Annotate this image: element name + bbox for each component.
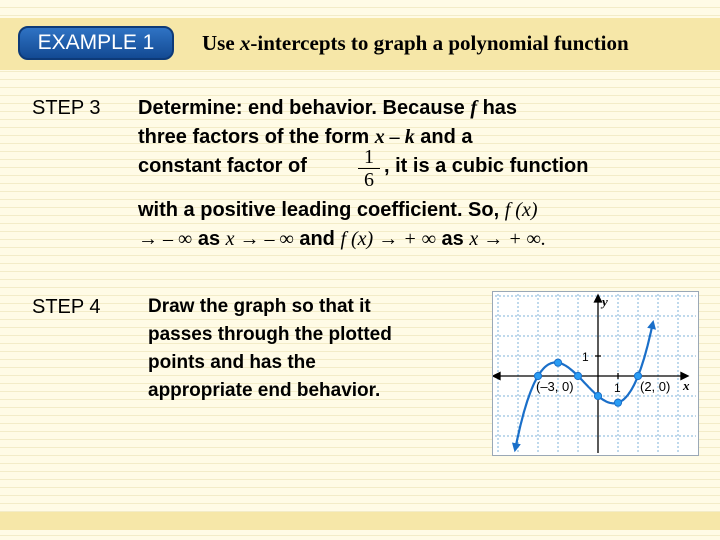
page-title (202, 31, 712, 56)
step3-line-5 (138, 228, 546, 251)
x-to-neg-inf: x → – ∞ (225, 228, 294, 250)
step3-label: STEP 3 (32, 97, 101, 119)
title-prefix: Use (202, 31, 240, 55)
axes (493, 295, 688, 453)
step3-line-3a: constant factor of (138, 155, 307, 177)
as-word-1: as (192, 228, 226, 250)
x-to-pos-inf: x → + ∞. (469, 228, 546, 250)
y-axis-label: y (602, 294, 608, 309)
step3-line2-text-a: three factors of the form (138, 126, 375, 148)
example-badge: EXAMPLE 1 (18, 26, 174, 60)
footer-band (0, 512, 720, 530)
step4-line-1: Draw the graph so that it (148, 296, 371, 317)
step3-line-1 (138, 97, 517, 120)
x-axis-label: x (683, 378, 690, 393)
cubic-graph (492, 291, 699, 456)
step3-line4-text: with a positive leading coefficient. So, (138, 199, 505, 221)
step4-label: STEP 4 (32, 296, 101, 318)
factor-expression: x – k (374, 126, 415, 148)
plotted-point (614, 399, 621, 406)
step3-line1-text-a: Determine: end behavior. Because (138, 97, 471, 119)
grid-lines (495, 294, 696, 453)
point-label-2: (2, 0) (640, 379, 671, 394)
function-f: f (470, 97, 478, 119)
plotted-point (594, 392, 601, 399)
step3-line-3b: , it is a cubic function (384, 155, 589, 177)
step3-line-2 (138, 126, 473, 149)
step3-line1-text-b: has (477, 97, 518, 119)
y-tick-label: 1 (582, 350, 589, 364)
curve-arrow-down (512, 442, 521, 452)
title-suffix: -intercepts to graph a polynomial function (250, 31, 629, 55)
plotted-point (554, 359, 561, 366)
graph-svg (493, 292, 698, 455)
fx-to-pos-inf: f (x) → + ∞ (340, 228, 436, 250)
fraction-denominator: 6 (364, 169, 374, 191)
fraction-one-sixth (358, 146, 380, 191)
fraction-numerator: 1 (358, 146, 380, 169)
step4-line-4: appropriate end behavior. (148, 380, 381, 401)
x-axis-arrow-left (493, 373, 500, 380)
step4-line-3: points and has the (148, 352, 316, 373)
step3-line2-text-b: and a (414, 126, 473, 148)
fx-expression: f (x) (504, 199, 538, 221)
x-tick-label: 1 (614, 381, 621, 395)
as-word-2: as (435, 228, 470, 250)
and-word: and (293, 228, 341, 250)
plotted-point (574, 372, 581, 379)
limit-neg-inf: → – ∞ (138, 228, 193, 250)
curve-arrow-up (647, 320, 656, 330)
title-variable: x (239, 31, 251, 55)
step3-line-4 (138, 199, 538, 222)
point-label-neg3: (–3, 0) (536, 379, 574, 394)
step4-line-2: passes through the plotted (148, 324, 392, 345)
